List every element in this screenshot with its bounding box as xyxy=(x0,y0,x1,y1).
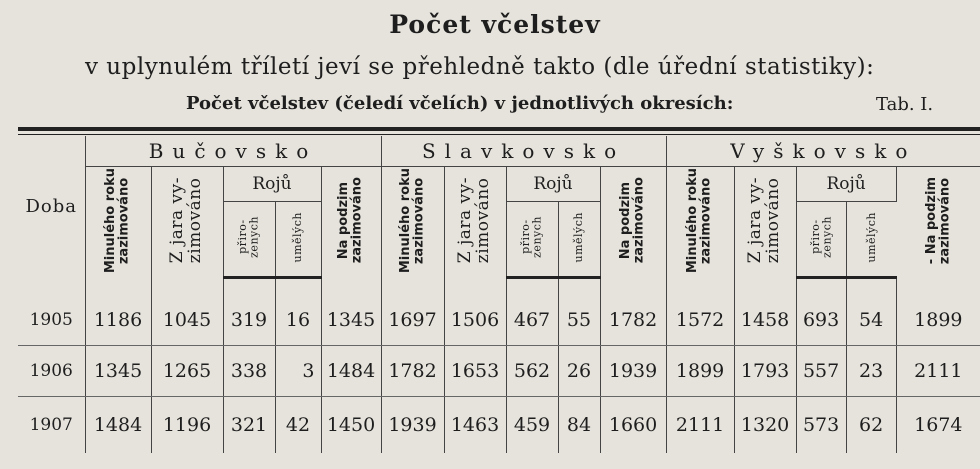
table-cell: 459 xyxy=(506,397,558,454)
table-cell: 1653 xyxy=(444,346,506,397)
table-cell: 1320 xyxy=(734,397,796,454)
table-cell: 319 xyxy=(223,295,275,346)
table-cell: 562 xyxy=(506,346,558,397)
year-cell: 1907 xyxy=(18,397,85,454)
col-podzim-b: Na podzim zazimováno xyxy=(321,167,381,278)
table-cell: 2111 xyxy=(896,346,980,397)
table-number: Tab. I. xyxy=(876,94,934,115)
table-cell: 54 xyxy=(846,295,896,346)
col-umelych-b: umělých xyxy=(275,202,321,278)
table-cell: 62 xyxy=(846,397,896,454)
table-cell: 42 xyxy=(275,397,321,454)
table-cell: 1793 xyxy=(734,346,796,397)
table-cell: 1782 xyxy=(381,346,444,397)
table-cell: 1345 xyxy=(85,346,151,397)
table-cell: 2111 xyxy=(666,397,734,454)
table-row xyxy=(18,295,980,346)
table-row xyxy=(18,397,980,454)
table-cell: 1506 xyxy=(444,295,506,346)
table-cell: 557 xyxy=(796,346,846,397)
col-prirozenych-v: přiro- zenych xyxy=(796,202,846,278)
table-cell: 693 xyxy=(796,295,846,346)
col-minuleho-v: Minulého roku zazimováno xyxy=(666,167,734,278)
table-cell: 321 xyxy=(223,397,275,454)
table-cell: 1345 xyxy=(321,295,381,346)
table-cell: 1186 xyxy=(85,295,151,346)
table-cell: 1045 xyxy=(151,295,223,346)
table-cell: 26 xyxy=(558,346,600,397)
table-cell: 1450 xyxy=(321,397,381,454)
col-prirozenych-b: přiro- zenych xyxy=(223,202,275,278)
table-cell: 1674 xyxy=(914,414,963,436)
doba-header: Doba xyxy=(18,136,85,278)
table-cell: 1899 xyxy=(896,295,980,346)
table-cell: 467 xyxy=(506,295,558,346)
year-cell: 1905 xyxy=(18,295,85,346)
col-jara-b: Z jara vy- zimováno xyxy=(151,167,223,278)
table-cell: 1782 xyxy=(600,295,666,346)
col-roju-s: Rojů xyxy=(506,167,600,202)
year-cell: 1906 xyxy=(18,346,85,397)
table-cell: 1484 xyxy=(85,397,151,454)
col-podzim-v: - Na podzim zazimováno xyxy=(923,176,953,264)
table-row xyxy=(18,346,980,397)
table-cell: 3 xyxy=(275,346,321,397)
table-cell: 23 xyxy=(846,346,896,397)
col-roju-v: Rojů xyxy=(796,167,896,202)
table-cell: 573 xyxy=(796,397,846,454)
page-subtitle: v uplynulém tříletí jeví se přehledně takto (dle úřední statistiky): xyxy=(85,54,875,80)
group-header-vyskovsko: Vyškovsko xyxy=(666,136,980,167)
table-cell: 1572 xyxy=(666,295,734,346)
page-title: Počet včelstev xyxy=(389,10,601,39)
table-cell: 1196 xyxy=(151,397,223,454)
top-rule-thick xyxy=(18,127,980,131)
col-umelych-v: umělých xyxy=(846,202,896,278)
table-cell: 1660 xyxy=(600,397,666,454)
table-cell: 55 xyxy=(558,295,600,346)
col-minuleho-s: Minulého roku zazimováno xyxy=(381,167,444,278)
table-caption: Počet včelstev (čeledí včelích) v jednotlivých okresích: xyxy=(186,93,734,114)
table-cell: 16 xyxy=(275,295,321,346)
col-minuleho-b: Minulého roku zazimováno xyxy=(85,167,151,278)
table-cell: 1899 xyxy=(666,346,734,397)
table-cell: 1939 xyxy=(381,397,444,454)
col-podzim-s: Na podzim zazimováno xyxy=(600,167,666,278)
col-umelych-s: umělých xyxy=(558,202,600,278)
table-cell: 1484 xyxy=(321,346,381,397)
top-rule-thin xyxy=(18,134,980,135)
table-cell: 1458 xyxy=(734,295,796,346)
col-roju-b: Rojů xyxy=(223,167,321,202)
col-jara-s: Z jara vy- zimováno xyxy=(444,167,506,278)
table-cell: 338 xyxy=(223,346,275,397)
col-prirozenych-s: přiro- zenych xyxy=(506,202,558,278)
table-cell: 1939 xyxy=(600,346,666,397)
group-header-slavkovsko: Slavkovsko xyxy=(381,136,666,167)
table-cell: 1697 xyxy=(381,295,444,346)
col-jara-v: Z jara vy- zimováno xyxy=(734,167,796,278)
table-cell: 84 xyxy=(558,397,600,454)
table-cell: 1265 xyxy=(151,346,223,397)
group-header-bucovsko: Bučovsko xyxy=(85,136,381,167)
table-cell: 1463 xyxy=(444,397,506,454)
statistics-table xyxy=(18,136,980,453)
